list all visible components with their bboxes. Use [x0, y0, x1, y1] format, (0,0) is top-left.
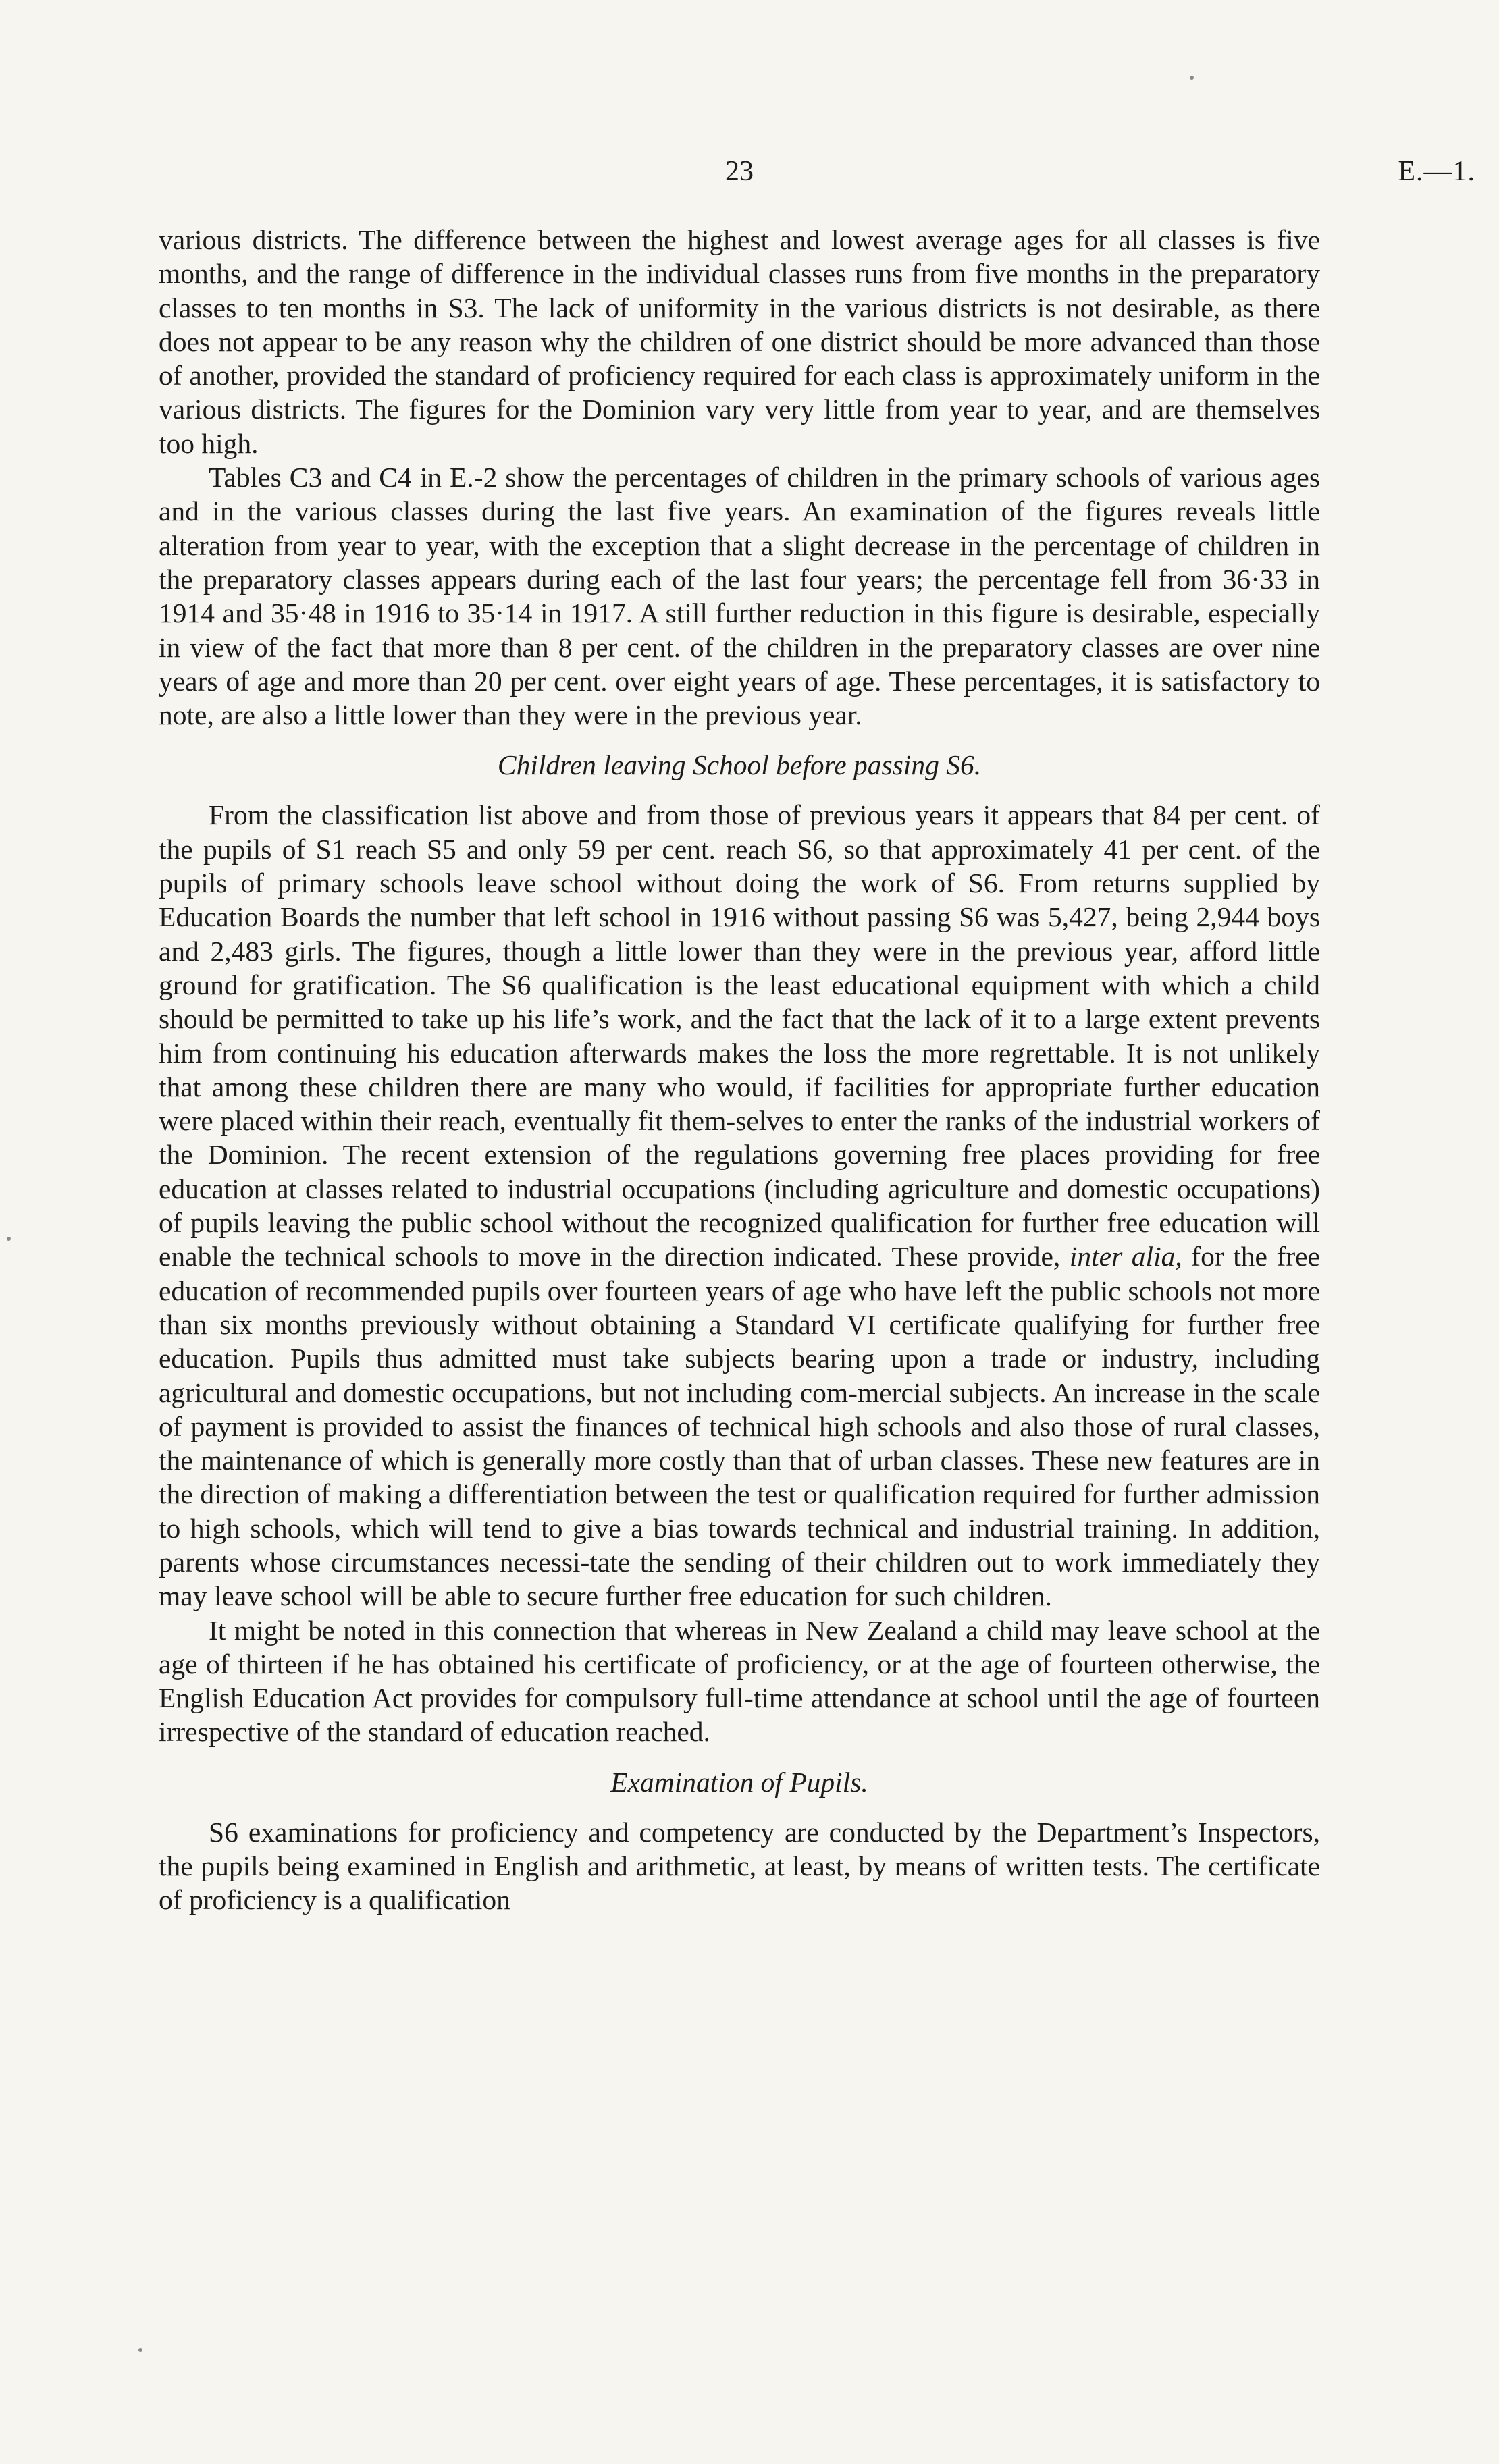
section-heading-examination: Examination of Pupils.: [610, 1766, 868, 1798]
page-header: [159, 155, 1475, 196]
section-heading-children-leaving: Children leaving School before passing S6.: [497, 749, 982, 781]
italic-inter-alia: inter alia: [1069, 1241, 1176, 1273]
scan-speck: [1190, 76, 1194, 80]
scan-speck: [7, 1237, 11, 1241]
document-reference: E.—1.: [1398, 156, 1475, 187]
paragraph-tables-percentages: Tables C3 and C4 in E.-2 show the percentages of children in the primary schools of various ages and in the various classes during the last five years. An examination of the figures reveals little alteration from year to year, with the exception that a slight decrease in the percentage of children in the preparatory classes appears during each of the last four years; the percentage fell from 36·33 in 1914 and 35·48 in 1916 to 35·14 in 1917. A still further reduction in this figure is desirable, especially in view of the fact that more than 8 per cent. of the children in the preparatory classes are over nine years of age and more than 20 per cent. over eight years of age. These percentages, it is satisfactory to note, are also a little lower than they were in the previous year.: [159, 462, 1320, 731]
paragraph-new-zealand-comparison: It might be noted in this connection that whereas in New Zealand a child may leave school at the age of thirteen if he has obtained his certificate of proficiency, or at the age of fourteen otherwise, the English Education Act provides for compulsory full-time attendance at school until the age of fourteen irrespective of the standard of education reached.: [159, 1614, 1320, 1748]
page-number: 23: [725, 156, 754, 187]
body-text: [159, 223, 1320, 1917]
paragraph-children-leaving-part2: , for the free education of recommended pupils over fourteen years of age who have left the public schools not more than six months previously without obtaining a Standard VI certificate qualifying for further free education. Pupils thus admitted must take subjects bearing upon a trade or industry, including agricultural and domestic occupations, but not including com-mercial subjects. An increase in the scale of payment is provided to assist the finances of technical high schools and also those of rural classes, the maintenance of which is generally more costly than that of urban classes. These new features are in the direction of making a differentiation between the test or qualification required for further admission to high schools, which will tend to give a bias towards technical and industrial training. In addition, parents whose circumstances necessi-tate the sending of their children out to work immediately they may leave school will be able to secure further free education for such children.: [159, 1241, 1320, 1612]
paragraph-children-leaving: [159, 798, 1320, 1613]
scan-speck: [138, 2348, 142, 2352]
paragraph-district-ages: various districts. The difference between the highest and lowest average ages for all classes is five months, and the range of difference in the individual classes runs from five months in the preparatory classes to ten months in S3. The lack of uniformity in the various districts is not desirable, as there does not appear to be any reason why the children of one district should be more advanced than those of another, provided the standard of proficiency required for each class is approximately uniform in the various districts. The figures for the Dominion vary very little from year to year, and are themselves too high.: [159, 224, 1320, 459]
paragraph-examination: S6 examinations for proficiency and competency are conducted by the Department’s Inspectors, the pupils being examined in English and arithmetic, at least, by means of written tests. The certificate of proficiency is a qualification: [159, 1816, 1320, 1916]
paragraph-children-leaving-part1: From the classification list above and from those of previous years it appears that 84 per cent. of the pupils of S1 reach S5 and only 59 per cent. reach S6, so that approximately 41 per cent. of the pupils of primary schools leave school without doing the work of S6. From returns supplied by Education Boards the number that left school in 1916 without passing S6 was 5,427, being 2,944 boys and 2,483 girls. The figures, though a little lower than they were in the previous year, afford little ground for gratification. The S6 qualification is the least educational equipment with which a child should be permitted to take up his life’s work, and the fact that the lack of it to a large extent prevents him from continuing his education afterwards makes the loss the more regrettable. It is not unlikely that among these children there are many who would, if facilities for appropriate further education were placed within their reach, eventually fit them-selves to enter the ranks of the industrial workers of the Dominion. The recent extension of the regulations governing free places providing for free education at classes related to industrial occupations (including agriculture and domestic occupations) of pupils leaving the public school without the recognized qualification for further free education will enable the technical schools to move in the direction indicated. These provide,: [159, 799, 1320, 1273]
